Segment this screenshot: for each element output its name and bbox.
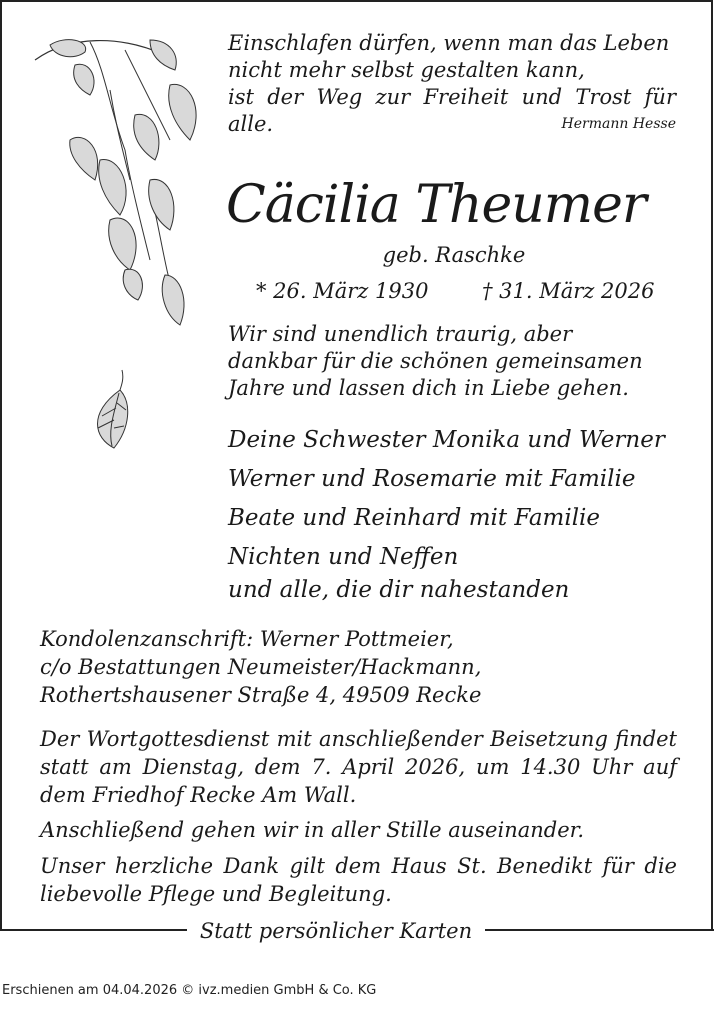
message-line: Jahre und lassen dich in Liebe gehen. [228, 376, 629, 400]
farewell-message [228, 321, 678, 402]
mourner-entry: Deine Schwester Monika und Werner [228, 427, 665, 453]
mourner-entry: Beate und Reinhard mit Familie [228, 505, 601, 531]
condolence-address [40, 625, 680, 709]
mourner-entry: Nichten und Neffen [228, 544, 459, 570]
footer-note: Statt persönlicher Karten [199, 919, 473, 943]
address-line: c/o Bestattungen Neumeister/Hackmann, [40, 655, 482, 679]
quote-line: Einschlafen dürfen, wenn man das Leben [228, 31, 670, 55]
thanks-note: Unser herzliche Dank gilt dem Haus St. Benedikt für die liebevolle Pflege und Begleitung. [40, 854, 677, 906]
copyright-line: Erschienen am 04.04.2026 © ivz.medien GmbH & Co. KG [2, 983, 377, 998]
quote-line: nicht mehr selbst gestalten kann, [228, 58, 585, 82]
afterwards-note: Anschließend gehen wir in aller Stille auseinander. [40, 818, 585, 842]
message-line: dankbar für die schönen gemeinsamen [228, 349, 643, 373]
birch-branch-icon [30, 30, 230, 340]
message-line: Wir sind unendlich traurig, aber [228, 322, 573, 346]
falling-leaf-icon [84, 368, 134, 458]
service-info: Der Wortgottesdienst mit anschließender Beisetzung findet statt am Dienstag, dem 7. April 2026, um 14.30 Uhr auf dem Friedhof Recke Am Wall. [40, 727, 677, 807]
mourner-entry: und alle, die dir nahestanden [228, 577, 570, 603]
death-date: † 31. März 2026 [482, 279, 655, 303]
maiden-name: geb. Raschke [382, 243, 526, 267]
quote-author: Hermann Hesse [561, 116, 676, 132]
address-line: Rothertshausener Straße 4, 49509 Recke [40, 683, 482, 707]
bottom-rule-left [0, 929, 187, 931]
birth-date: * 26. März 1930 [256, 279, 429, 303]
deceased-name: Cäcilia Theumer [226, 175, 646, 235]
address-line: Kondolenzanschrift: Werner Pottmeier, [40, 627, 454, 651]
mourners-list [228, 421, 688, 610]
bottom-rule-right [485, 929, 714, 931]
mourner-entry: Werner und Rosemarie mit Familie [228, 466, 636, 492]
quote-line: ist der Weg zur Freiheit und Trost für alle. [228, 85, 676, 136]
